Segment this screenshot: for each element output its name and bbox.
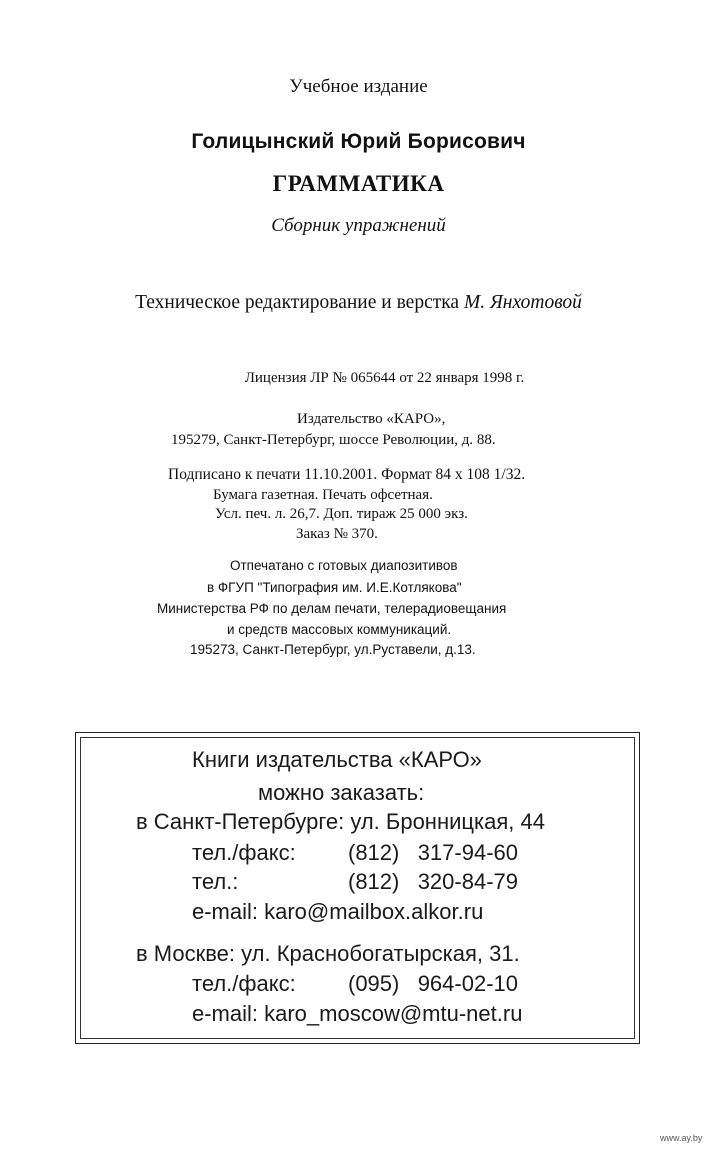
order-subheading: можно заказать: <box>258 780 425 805</box>
print-details-line: Бумага газетная. Печать офсетная. <box>213 487 433 503</box>
printer-line: и средств массовых коммуникаций. <box>227 622 452 637</box>
book-title: ГРАММАТИКА <box>272 171 445 196</box>
spb-telfax-label: тел./факс: <box>192 840 296 865</box>
spb-tel-number: (812) 320-84-79 <box>348 869 518 894</box>
spb-email: e-mail: karo@mailbox.alkor.ru <box>192 899 484 924</box>
order-heading: Книги издательства «КАРО» <box>192 747 482 772</box>
spb-tel-label: тел.: <box>192 869 239 894</box>
printer-line: Министерства РФ по делам печати, телерадиовещания <box>157 601 507 616</box>
msk-address: в Москве: ул. Краснобогатырская, 31. <box>136 941 520 966</box>
printer-line: Отпечатано с готовых диапозитивов <box>230 558 458 573</box>
msk-telfax-number: (095) 964-02-10 <box>348 971 518 996</box>
publisher-name: Издательство «КАРО», <box>297 411 446 427</box>
tech-editing-label: Техническое редактирование и верстка <box>135 292 460 313</box>
license-line: Лицензия ЛР № 065644 от 22 января 1998 г. <box>244 370 525 386</box>
order-number: Заказ № 370. <box>296 526 378 542</box>
printer-address: 195273, Санкт-Петербург, ул.Руставели, д.13. <box>190 642 476 657</box>
book-subtitle: Сборник упражнений <box>271 215 446 236</box>
publisher-address: 195279, Санкт-Петербург, шоссе Революции, д. 88. <box>171 432 496 448</box>
site-watermark: www.ay.by <box>660 1133 703 1143</box>
printer-line: в ФГУП "Типография им. И.Е.Котлякова" <box>207 580 462 595</box>
print-details-line: Подписано к печати 11.10.2001. Формат 84 х 108 1/32. <box>168 466 526 483</box>
author-name: Голицынский Юрий Борисович <box>191 130 526 153</box>
spb-telfax-number: (812) 317-94-60 <box>348 840 518 865</box>
msk-email: e-mail: karo_moscow@mtu-net.ru <box>192 1001 523 1026</box>
msk-telfax-label: тел./факс: <box>192 971 296 996</box>
tech-editing-credit <box>0 292 717 314</box>
spb-address: в Санкт-Петербурге: ул. Бронницкая, 44 <box>136 809 545 834</box>
print-details-line: Усл. печ. л. 26,7. Доп. тираж 25 000 экз. <box>215 506 468 522</box>
edition-type: Учебное издание <box>289 76 428 97</box>
tech-editor-name: М. Янхотовой <box>463 292 582 313</box>
